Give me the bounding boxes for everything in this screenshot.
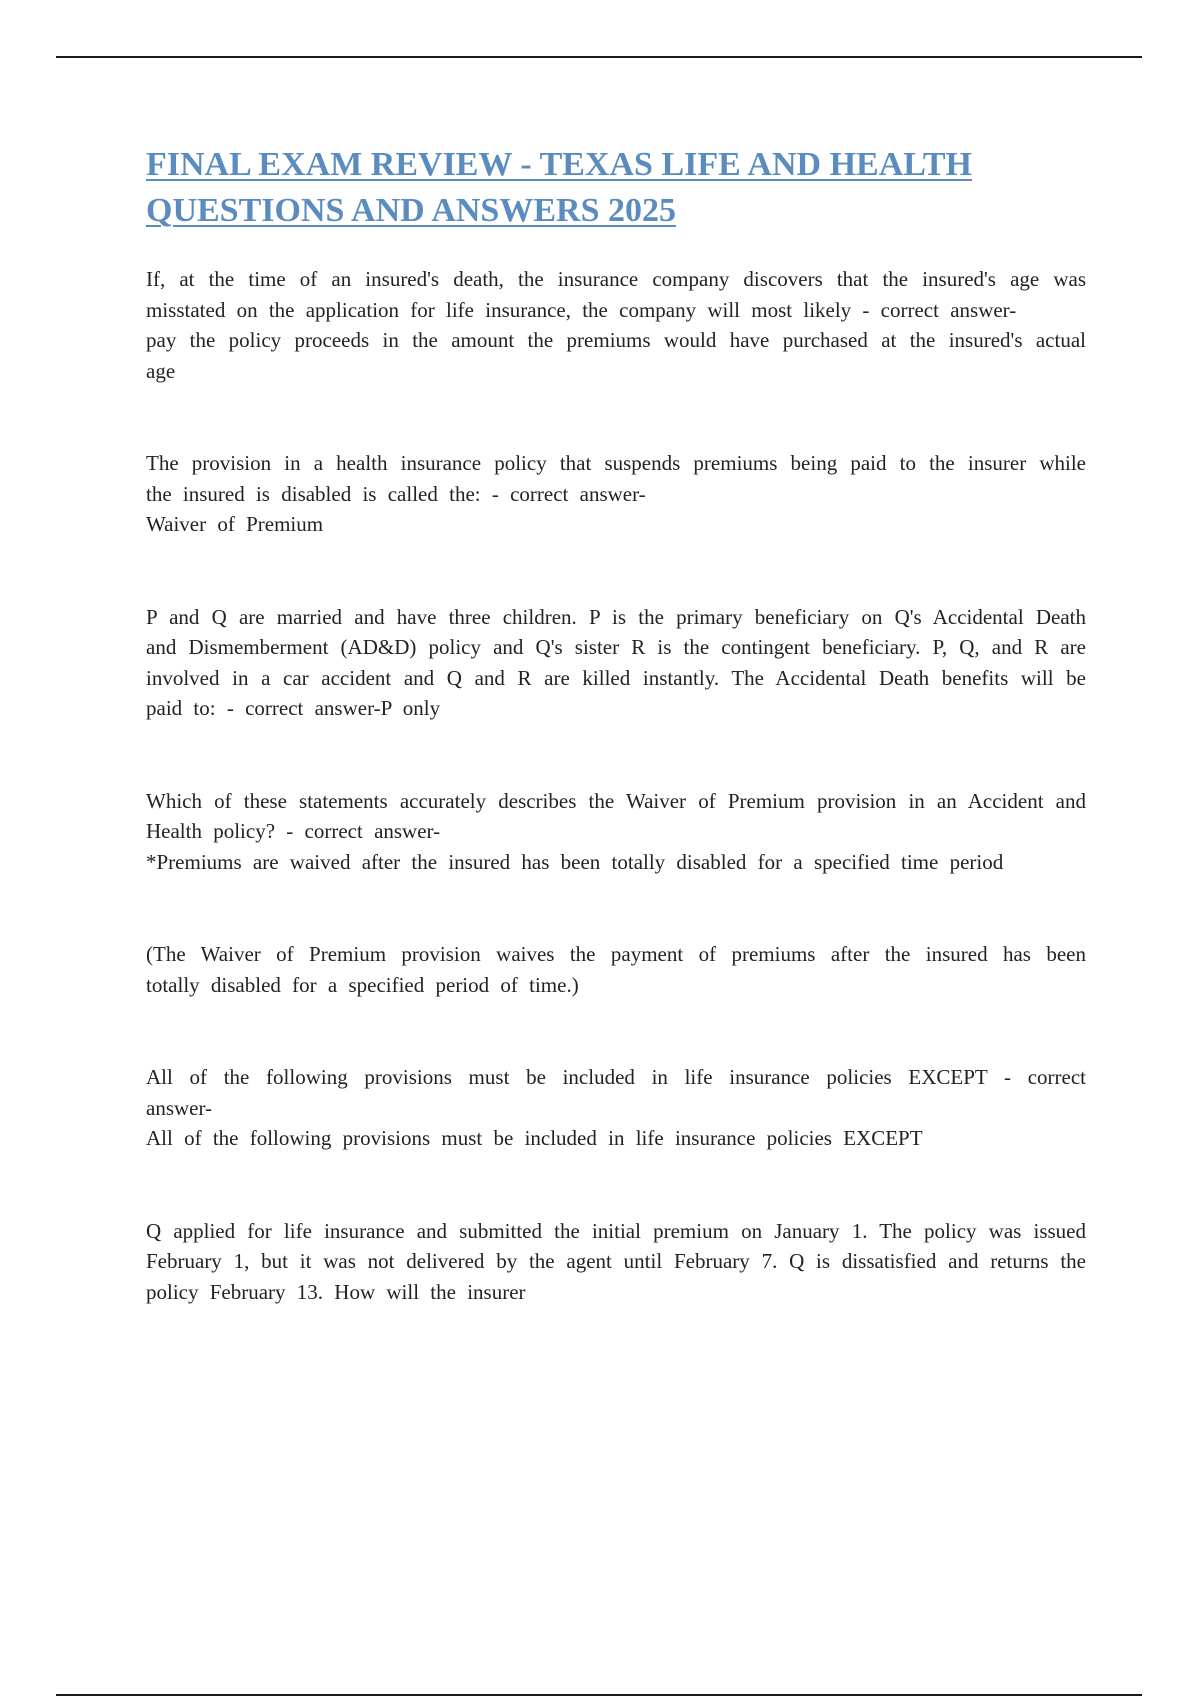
answer-text: pay the policy proceeds in the amount the premiums would have purchased at the insured's actual age xyxy=(146,328,1086,383)
answer-text: *Premiums are waived after the insured has been totally disabled for a specified time period xyxy=(146,849,1004,874)
document-title: FINAL EXAM REVIEW - TEXAS LIFE AND HEALTH QUESTIONS AND ANSWERS 2025 xyxy=(146,146,972,229)
question-text: Which of these statements accurately describes the Waiver of Premium provision in an Accident and Health policy? - correct answer- xyxy=(146,788,1086,843)
qa-entry-4 xyxy=(146,786,1086,878)
qa-entry-2 xyxy=(146,448,1086,540)
top-rule xyxy=(56,56,1142,58)
qa-entry-1 xyxy=(146,264,1086,386)
bottom-rule xyxy=(56,1694,1142,1696)
answer-text: All of the following provisions must be included in life insurance policies EXCEPT xyxy=(146,1126,923,1150)
qa-entry-7 xyxy=(146,1216,1086,1308)
qa-entry-3 xyxy=(146,602,1086,724)
question-text: P and Q are married and have three children. P is the primary beneficiary on Q's Accidental Death and Dismemberment (AD&D) policy and Q's sister R is the contingent beneficiary. P, Q, and R are involved in a car accident and Q and R are killed instantly. The Accidental Death benefits will be paid to: - correct answer-P only xyxy=(146,604,1086,720)
question-text: If, at the time of an insured's death, the insurance company discovers that the insured's age was misstated on the application for life insurance, the company will most likely - correct answer- xyxy=(146,267,1086,322)
answer-text: Waiver of Premium xyxy=(146,512,324,536)
qa-entry-6 xyxy=(146,1062,1086,1154)
question-text: The provision in a health insurance policy that suspends premiums being paid to the insurer while the insured is disabled is called the: - correct answer- xyxy=(146,451,1086,506)
explanation-text: (The Waiver of Premium provision waives the payment of premiums after the insured has been totally disabled for a specified period of time.) xyxy=(146,942,1086,997)
question-text: All of the following provisions must be included in life insurance policies EXCEPT - correct answer- xyxy=(146,1065,1086,1120)
qa-entry-5 xyxy=(146,939,1086,1000)
question-text: Q applied for life insurance and submitted the initial premium on January 1. The policy was issued February 1, but it was not delivered by the agent until February 7. Q is dissatisfied and returns the policy February 13. How will the insurer xyxy=(146,1218,1086,1304)
document-body xyxy=(146,142,1086,1307)
